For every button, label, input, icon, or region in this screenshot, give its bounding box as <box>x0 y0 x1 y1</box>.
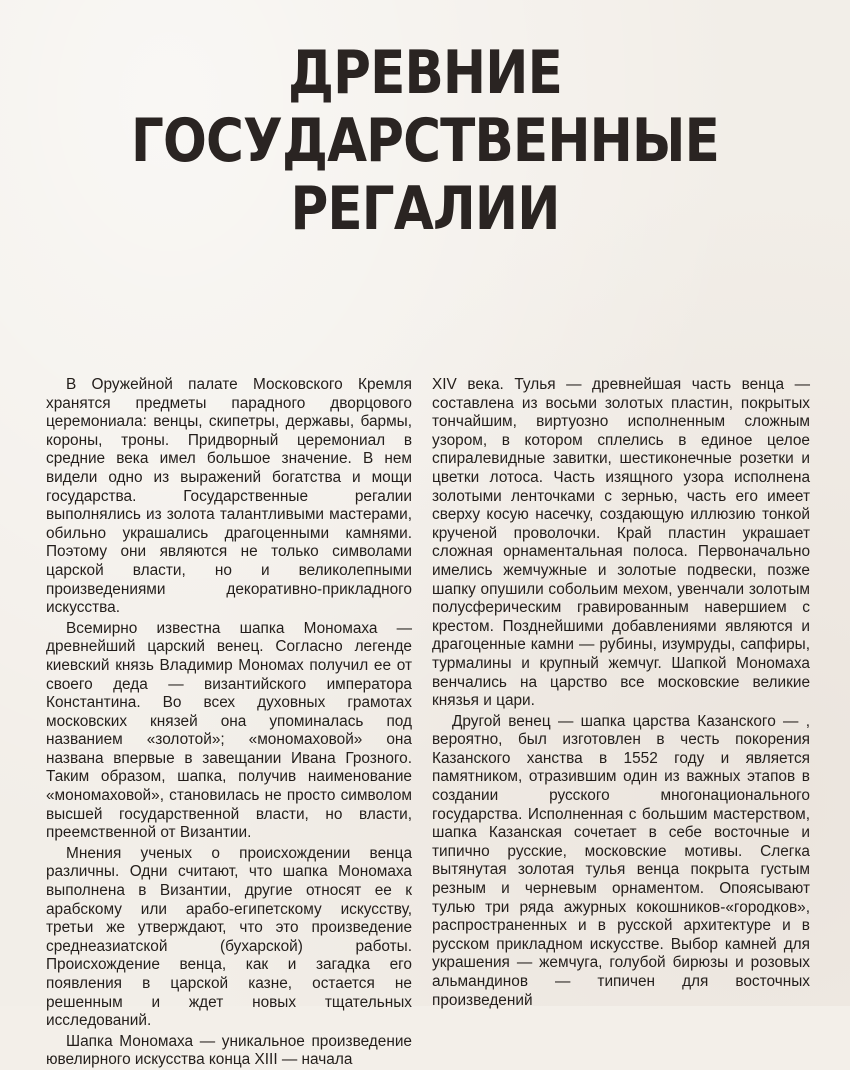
paragraph-crown-description: XIV века. Тулья — древнейшая часть венца — составлена из восьми золотых пластин, покрытых тончайшим, виртуозно исполненным сложным узором, в котором сплелись в единое целое спиралевидные завитки, шестиконечные розетки и цветки лотоса. Часть изящного узора исполнена золотыми ленточками с зернью, часть его имеет сверху косую насечку, создающую иллюзию тонкой крученой проволочки. Край пластин украшает сложная орнаментальная полоса. Первоначально имелись жемчужные и золотые подвески, позже шапку опушили собольим мехом, увенчали золотым полусферическим гравированным навершием с крестом. Позднейшими добавлениями являются и драгоценные камни — рубины, изумруды, сапфиры, турмалины и крупный жемчуг. Шапкой Мономаха венчались на царство все московские великие князья и цари. <box>432 376 810 710</box>
right-text-column <box>432 376 810 1010</box>
paragraph-armory: В Оружейной палате Московского Кремля хранятся предметы парадного дворцового церемониала: венцы, скипетры, державы, бармы, короны, троны. Придворный церемониал в средние века имел большое значение. В нем видели одно из выражений богатства и мощи государства. Государственные регалии выполнялись из золота талантливыми мастерами, обильно украшались драгоценными камнями. Поэтому они являются не только символами царской власти, но и великолепными произведениями декоративно-прикладного искусства. <box>46 376 412 617</box>
paragraph-kazan-cap: Другой венец — шапка царства Казанского — , вероятно, был изготовлен в честь покорения Казанского ханства в 1552 году и является памятником, отразившим один из важных этапов в создании русского многонационального государства. Исполненная с большим мастерством, шапка Казанская сочетает в себе восточные и типично русские, московские мотивы. Слегка вытянутая золотая тулья венца покрыта густым резным и черневым орнаментом. Опоясывают тулью три ряда ажурных кокошников-«городков», распространенных и в русской архитектуре и в русском прикладном искусстве. Выбор камней для украшения — жемчуга, голубой бирюзы и розовых альмандинов — типичен для восточных произведений <box>432 712 810 1009</box>
title-line-3: РЕГАЛИИ <box>290 174 560 244</box>
title-line-2: ГОСУДАРСТВЕННЫЕ <box>131 106 719 176</box>
paragraph-unique-work: Шапка Мономаха — уникальное произведение ювелирного искусства конца XIII — начала <box>46 1032 412 1069</box>
title-line-1: ДРЕВНИЕ <box>288 38 562 108</box>
left-text-column <box>46 376 412 1070</box>
paragraph-monomakh-cap: Всемирно известна шапка Мономаха — древнейший царский венец. Согласно легенде киевский князь Владимир Мономах получил ее от своего деда — византийского императора Константина. Во всех духовных грамотах московских князей она упоминалась под названием «золотой»; «мономаховой» она названа впервые в завещании Ивана Грозного. Таким образом, шапка, получив наименование «мономаховой», становилась не просто символом высшей государственной власти, но власти, преемственной от Византии. <box>46 619 412 842</box>
paragraph-origin-opinions: Мнения ученых о происхождении венца различны. Одни считают, что шапка Мономаха выполнена в Византии, другие относят ее к арабскому или арабо-египетскому искусству, третьи же утверждают, что это произведение среднеазиатской (бухарской) работы. Происхождение венца, как и загадка его появления в царской казне, остается не решенным и ждет новых тщательных исследований. <box>46 844 412 1030</box>
